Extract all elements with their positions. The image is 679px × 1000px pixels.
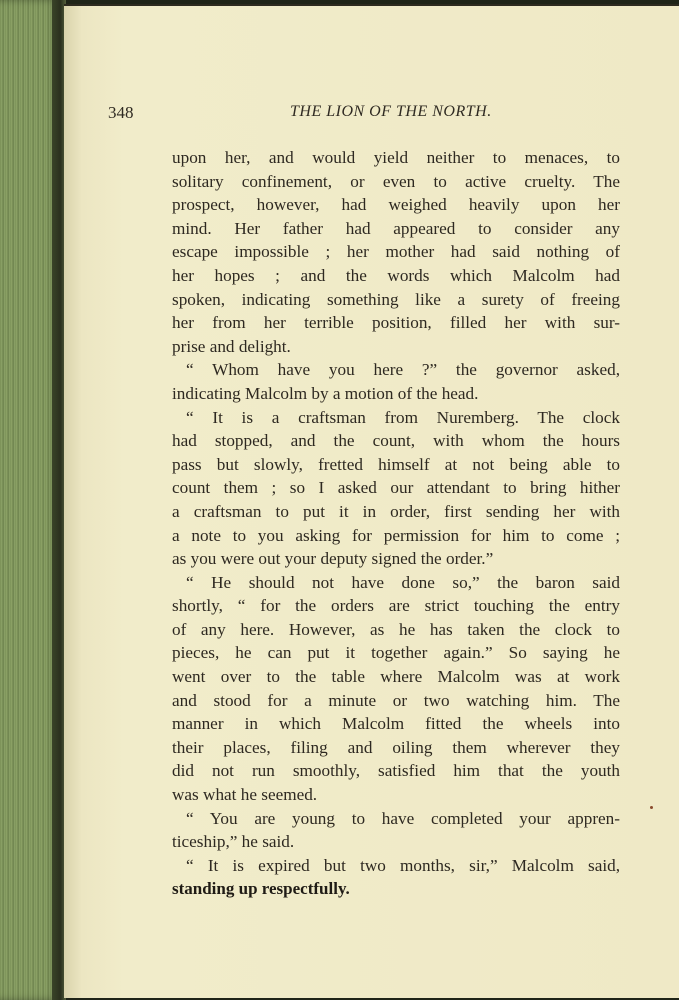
text-line: and stood for a minute or two watching him. The: [172, 690, 620, 710]
text-line: escape impossible ; her mother had said nothing of: [172, 242, 620, 262]
text-line: “ Whom have you here ?” the governor asked,: [186, 360, 620, 380]
text-line: as you were out your deputy signed the order.”: [172, 549, 494, 569]
page-number: 348: [108, 103, 134, 122]
text-line: standing up respectfully.: [172, 879, 350, 899]
running-title: THE LION OF THE NORTH.: [290, 103, 492, 120]
text-line: “ It is a craftsman from Nuremberg. The clock: [186, 407, 620, 427]
text-line: her hopes ; and the words which Malcolm had: [172, 265, 620, 285]
text-line: ticeship,” he said.: [172, 832, 295, 852]
paper-speck: [650, 806, 653, 809]
text-line: pass but slowly, fretted himself at not being able to: [172, 454, 620, 474]
text-line: their places, filing and oiling them wherever they: [172, 737, 620, 757]
text-line: indicating Malcolm by a motion of the head.: [172, 383, 479, 403]
text-line: a note to you asking for permission for him to come ;: [172, 525, 620, 545]
text-line: solitary confinement, or even to active cruelty. The: [172, 171, 620, 191]
text-line: “ He should not have done so,” the baron said: [186, 572, 620, 592]
running-head: [108, 103, 628, 127]
text-line: “ It is expired but two months, sir,” Malcolm said,: [186, 855, 620, 875]
text-line: mind. Her father had appeared to consider any: [172, 218, 620, 238]
text-line: had stopped, and the count, with whom the hours: [172, 431, 620, 451]
book-page-edges: [0, 0, 60, 1000]
text-line: manner in which Malcolm fitted the wheels into: [172, 714, 620, 734]
text-line: a craftsman to put it in order, first sending her with: [172, 501, 620, 521]
text-line: count them ; so I asked our attendant to bring hither: [172, 478, 620, 498]
text-line: was what he seemed.: [172, 785, 318, 805]
text-line: prospect, however, had weighed heavily upon her: [172, 195, 620, 215]
text-line: “ You are young to have completed your appren-: [186, 808, 620, 828]
text-line: pieces, he can put it together again.” So saying he: [172, 643, 620, 663]
text-line: went over to the table where Malcolm was at work: [172, 667, 620, 687]
text-line: shortly, “ for the orders are strict touching the entry: [172, 596, 620, 616]
text-line: her from her terrible position, filled her with sur-: [172, 313, 620, 333]
text-line: upon her, and would yield neither to menaces, to: [172, 148, 620, 167]
text-line: spoken, indicating something like a surety of freeing: [172, 289, 620, 309]
text-line: prise and delight.: [172, 336, 291, 356]
text-line: of any here. However, as he has taken the clock to: [172, 619, 620, 639]
body-text: [172, 146, 620, 901]
text-line: did not run smoothly, satisfied him that the youth: [172, 761, 620, 781]
